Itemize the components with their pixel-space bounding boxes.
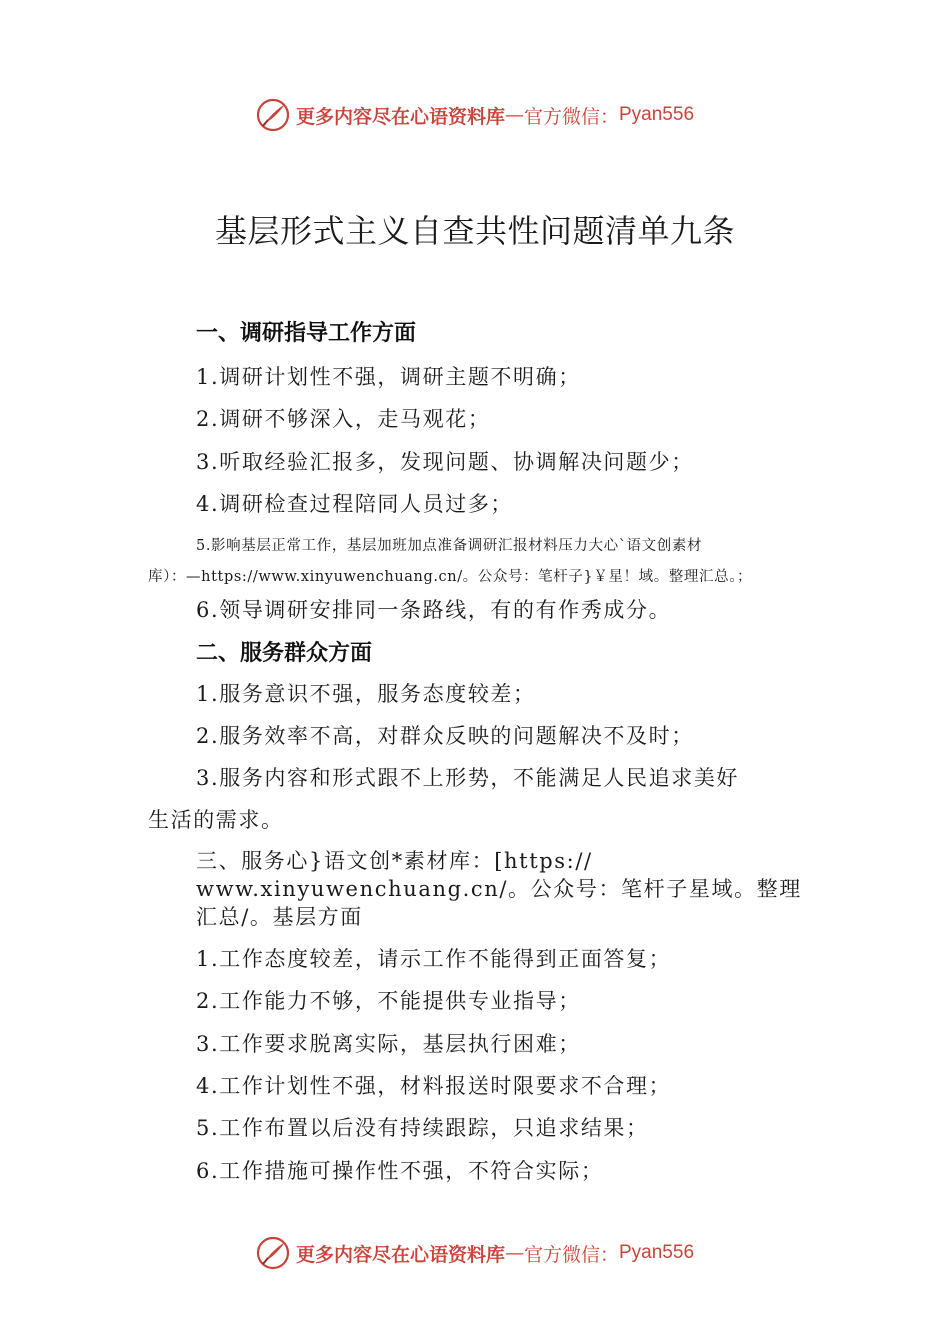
- list-item: 1.工作态度较差，请示工作不能得到正面答复；: [196, 947, 672, 971]
- brand-text: 更多内容尽在心语资料库: [295, 105, 505, 128]
- list-item: 1.调研计划性不强，调研主题不明确；: [196, 365, 581, 389]
- list-item: 1.服务意识不强，服务态度较差；: [196, 682, 536, 706]
- banner-separator: —: [504, 104, 524, 126]
- list-item: 3.听取经验汇报多，发现问题、协调解决问题少；: [196, 450, 694, 474]
- header-banner: [0, 95, 950, 135]
- list-item-watermarked-line2: 库）：—https://www.xinyuwenchuang.cn/。公众号：笔杆子}￥星！域。整理汇总。；: [148, 569, 753, 585]
- footer-banner: [0, 1233, 950, 1273]
- quill-logo-icon: [256, 1236, 290, 1270]
- document-title: 基层形式主义自查共性问题清单九条: [214, 212, 735, 250]
- list-item: 6.领导调研安排同一条路线，有的有作秀成分。: [196, 598, 672, 622]
- list-item: 6.工作措施可操作性不强，不符合实际；: [196, 1159, 604, 1183]
- list-item-watermarked-line1: 5.影响基层正常工作，基层加班加点准备调研汇报材料压力大心`语文创素材: [196, 538, 703, 554]
- list-item: 2.服务效率不高，对群众反映的问题解决不及时；: [196, 724, 694, 748]
- list-item: 3.工作要求脱离实际，基层执行困难；: [196, 1032, 581, 1056]
- banner-separator: —: [504, 1242, 524, 1264]
- wechat-label: 官方微信：: [523, 105, 619, 128]
- list-item: 2.工作能力不够，不能提供专业指导；: [196, 989, 581, 1013]
- wechat-id: Pyan556: [619, 104, 695, 125]
- list-item-line1: 3.服务内容和形式跟不上形势，不能满足人民追求美好: [196, 766, 740, 790]
- wechat-label: 官方微信：: [523, 1243, 619, 1266]
- section-heading-line1: 三、服务心}语文创*素材库：[https://: [196, 849, 593, 873]
- list-item: 5.工作布置以后没有持续跟踪，只追求结果；: [196, 1116, 649, 1140]
- section-heading-line2: www.xinyuwenchuang.cn/。公众号：笔杆子星域。整理: [196, 877, 802, 901]
- list-item: 4.工作计划性不强，材料报送时限要求不合理；: [196, 1074, 672, 1098]
- list-item: 4.调研检查过程陪同人员过多；: [196, 492, 514, 516]
- section-heading: 二、服务群众方面: [196, 641, 373, 666]
- brand-text: 更多内容尽在心语资料库: [295, 1243, 505, 1266]
- quill-logo-icon: [256, 98, 290, 132]
- section-heading: 一、调研指导工作方面: [196, 321, 417, 346]
- section-heading-line3: 汇总/。基层方面: [196, 905, 363, 929]
- wechat-id: Pyan556: [619, 1242, 695, 1263]
- list-item-line2: 生活的需求。: [148, 808, 284, 832]
- list-item: 2.调研不够深入，走马观花；: [196, 407, 491, 431]
